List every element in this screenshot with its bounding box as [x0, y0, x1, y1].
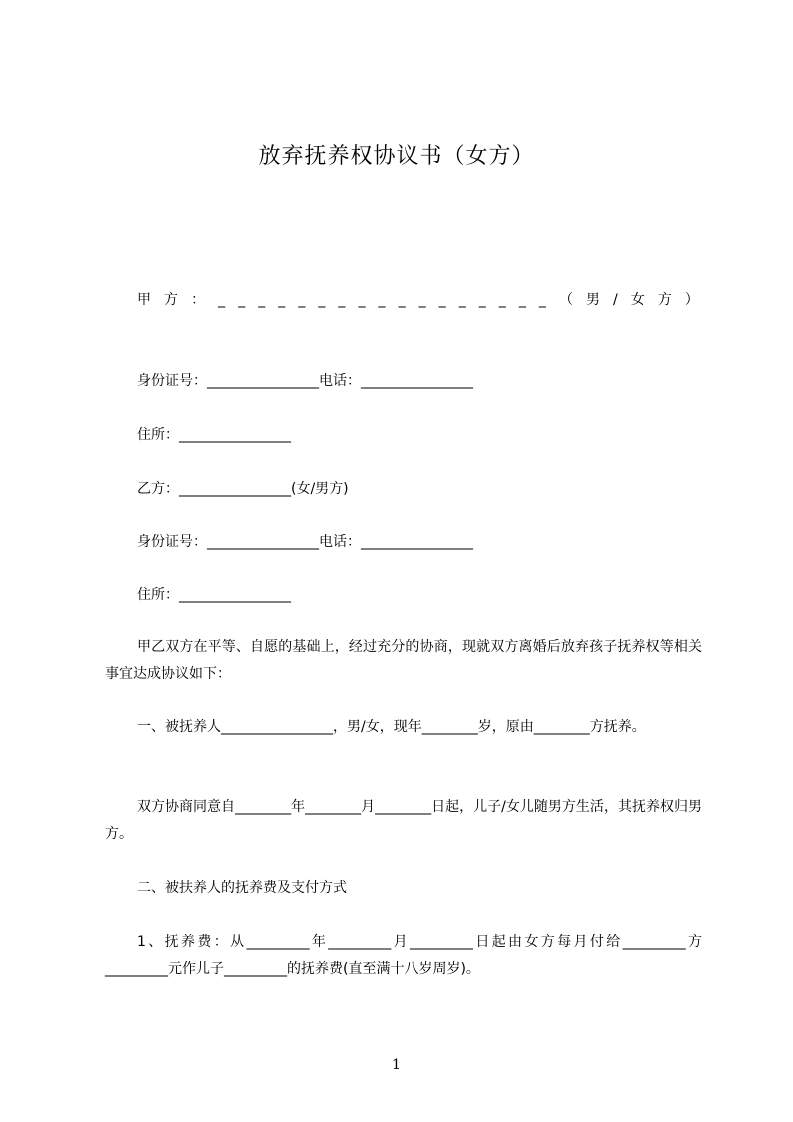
party-a-char: _: [398, 292, 406, 308]
party-b-line: 乙方：________________(女/男方): [137, 481, 349, 497]
party-a-char: 方: [657, 292, 672, 308]
party-b-address: 住所：________________: [137, 587, 291, 603]
party-a-char: _: [518, 292, 526, 308]
clause-1-paragraph: 一、被抚养人________________，男/女，现年________岁，原由________方抚养。: [137, 719, 646, 735]
clause-2-item-1-paragraph: 1、抚养费：从_________年_________月_________日起由女方每月付给_________方_________元作儿子_________的抚养费(直至满十八岁周岁)。: [105, 934, 702, 977]
party-a-char: ：: [191, 292, 206, 308]
party-a-char: 方: [164, 292, 179, 308]
party-a-char: _: [238, 292, 246, 308]
party-a-char: _: [498, 292, 506, 308]
party-a-id-phone: 身份证号：________________电话：________________: [137, 373, 473, 389]
party-a-char: 男: [585, 292, 600, 308]
party-a-char: _: [318, 292, 326, 308]
party-a-char: _: [298, 292, 306, 308]
party-a-char: _: [338, 292, 346, 308]
party-a-char: _: [218, 292, 226, 308]
clause-1-agreement-paragraph: 双方协商同意自________年________月________日起，儿子/女儿随男方生活，其抚养权归男方。: [105, 799, 702, 842]
party-a-char: 女: [630, 292, 645, 308]
party-a-char: _: [458, 292, 466, 308]
page-number: 1: [392, 1057, 401, 1073]
document-title: 放弃抚养权协议书（女方）: [258, 144, 535, 169]
party-a-char: ）: [684, 292, 699, 308]
party-a-char: （: [558, 292, 573, 308]
party-a-char: _: [538, 292, 546, 308]
party-a-address: 住所：________________: [137, 427, 291, 443]
party-a-char: _: [278, 292, 286, 308]
party-a-char: 甲: [137, 292, 151, 308]
clause-2-heading: 二、被扶养人的抚养费及支付方式: [137, 880, 347, 896]
party-a-char: /: [613, 292, 618, 308]
party-a-char: _: [418, 292, 426, 308]
intro-paragraph: 甲乙双方在平等、自愿的基础上，经过充分的协商，现就双方离婚后放弃孩子抚养权等相关事宜达成协议如下：: [105, 639, 702, 682]
party-a-char: _: [258, 292, 266, 308]
party-b-id-phone: 身份证号：________________电话：________________: [137, 534, 473, 550]
party-a-char: _: [478, 292, 486, 308]
party-a-line: [137, 290, 699, 310]
party-a-char: _: [438, 292, 446, 308]
party-a-char: _: [358, 292, 366, 308]
party-a-char: _: [378, 292, 386, 308]
